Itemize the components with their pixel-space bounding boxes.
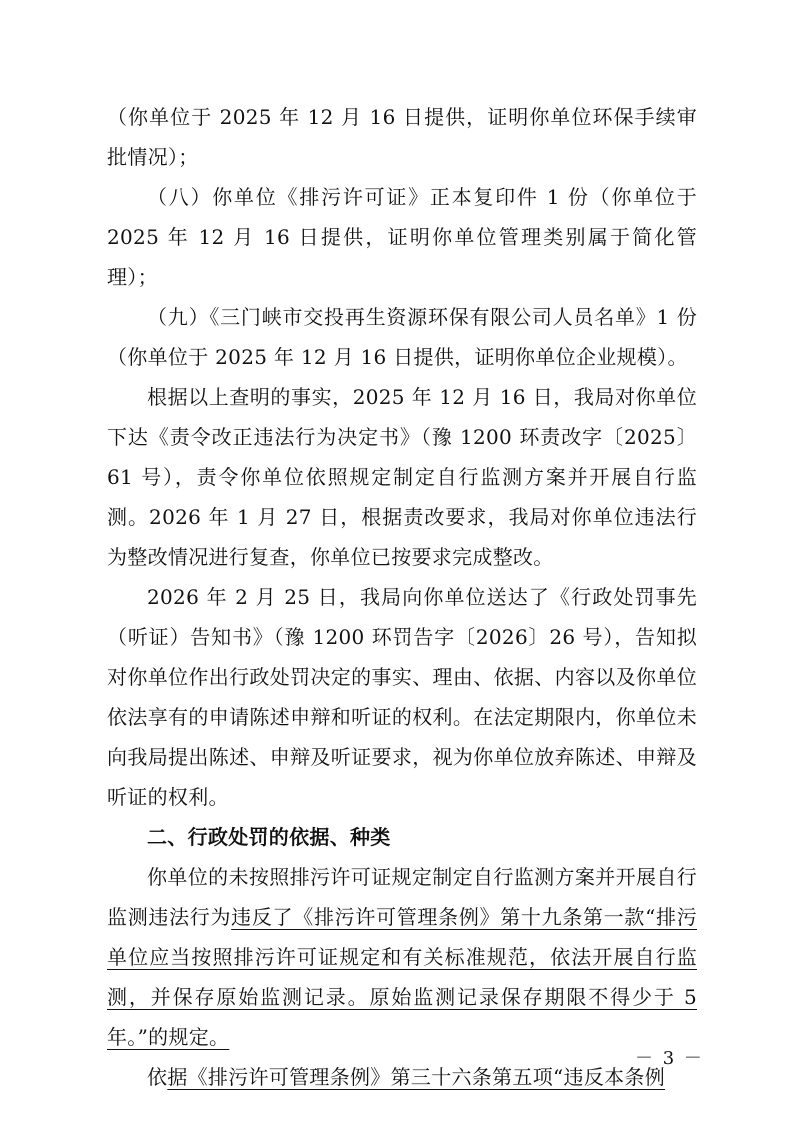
document-body <box>107 97 697 1097</box>
penalty-basis-paragraph <box>107 1057 697 1097</box>
evidence-item-7-continued: （你单位于 2025 年 12 月 16 日提供，证明你单位环保手续审批情况）； <box>107 105 697 169</box>
penalty-underlined-text: 据《排污许可管理条例》第三十六条第五项“违反本条例 <box>167 1065 666 1089</box>
basis-lead-text: 你单位的未按照排污许可证规定制定自行监测方案并开展自行监测违法行为 <box>107 865 697 929</box>
evidence-item-9: （九）《三门峡市交投再生资源环保有限公司人员名单》1 份（你单位于 2025 年 12 月 16 日提供，证明你单位企业规模）。 <box>107 305 697 369</box>
penalty-lead-text: 依 <box>147 1065 168 1089</box>
notice-paragraph: 2026 年 2 月 25 日，我局向你单位送达了《行政处罚事先（听证）告知书》（豫 1200 环罚告字〔2026〕26 号），告知拟对你单位作出行政处罚决定的事实、理由、依据、内容以及你单位依法享有的申请陈述申辩和听证的权利。在法定期限内，你单位未向我局提出陈述、申辩及听证要求，视为你单位放弃陈述、申辩及听证的权利。 <box>107 585 697 809</box>
basis-paragraph <box>107 857 697 1057</box>
evidence-item-8: （八）你单位《排污许可证》正本复印件 1 份（你单位于 2025 年 12 月 16 日提供，证明你单位管理类别属于简化管理）； <box>107 185 697 289</box>
basis-underlined-text: 违反了《排污许可管理条例》第十九条第一款“排污单位应当按照排污许可证规定和有关标准规范，依法开展自行监测，并保存原始监测记录。原始监测记录保存期限不得少于 5 年。”的规定。 <box>107 905 697 1049</box>
section-heading: 二、行政处罚的依据、种类 <box>147 825 391 849</box>
facts-paragraph: 根据以上查明的事实，2025 年 12 月 16 日，我局对你单位下达《责令改正违法行为决定书》（豫 1200 环责改字〔2025〕61 号），责令你单位依照规定制定自行监测方案并开展自行监测。2026 年 1 月 27 日，根据责改要求，我局对你单位违法行为整改情况进行复查，你单位已按要求完成整改。 <box>107 385 697 569</box>
page-number: － 3 － <box>635 1048 704 1069</box>
